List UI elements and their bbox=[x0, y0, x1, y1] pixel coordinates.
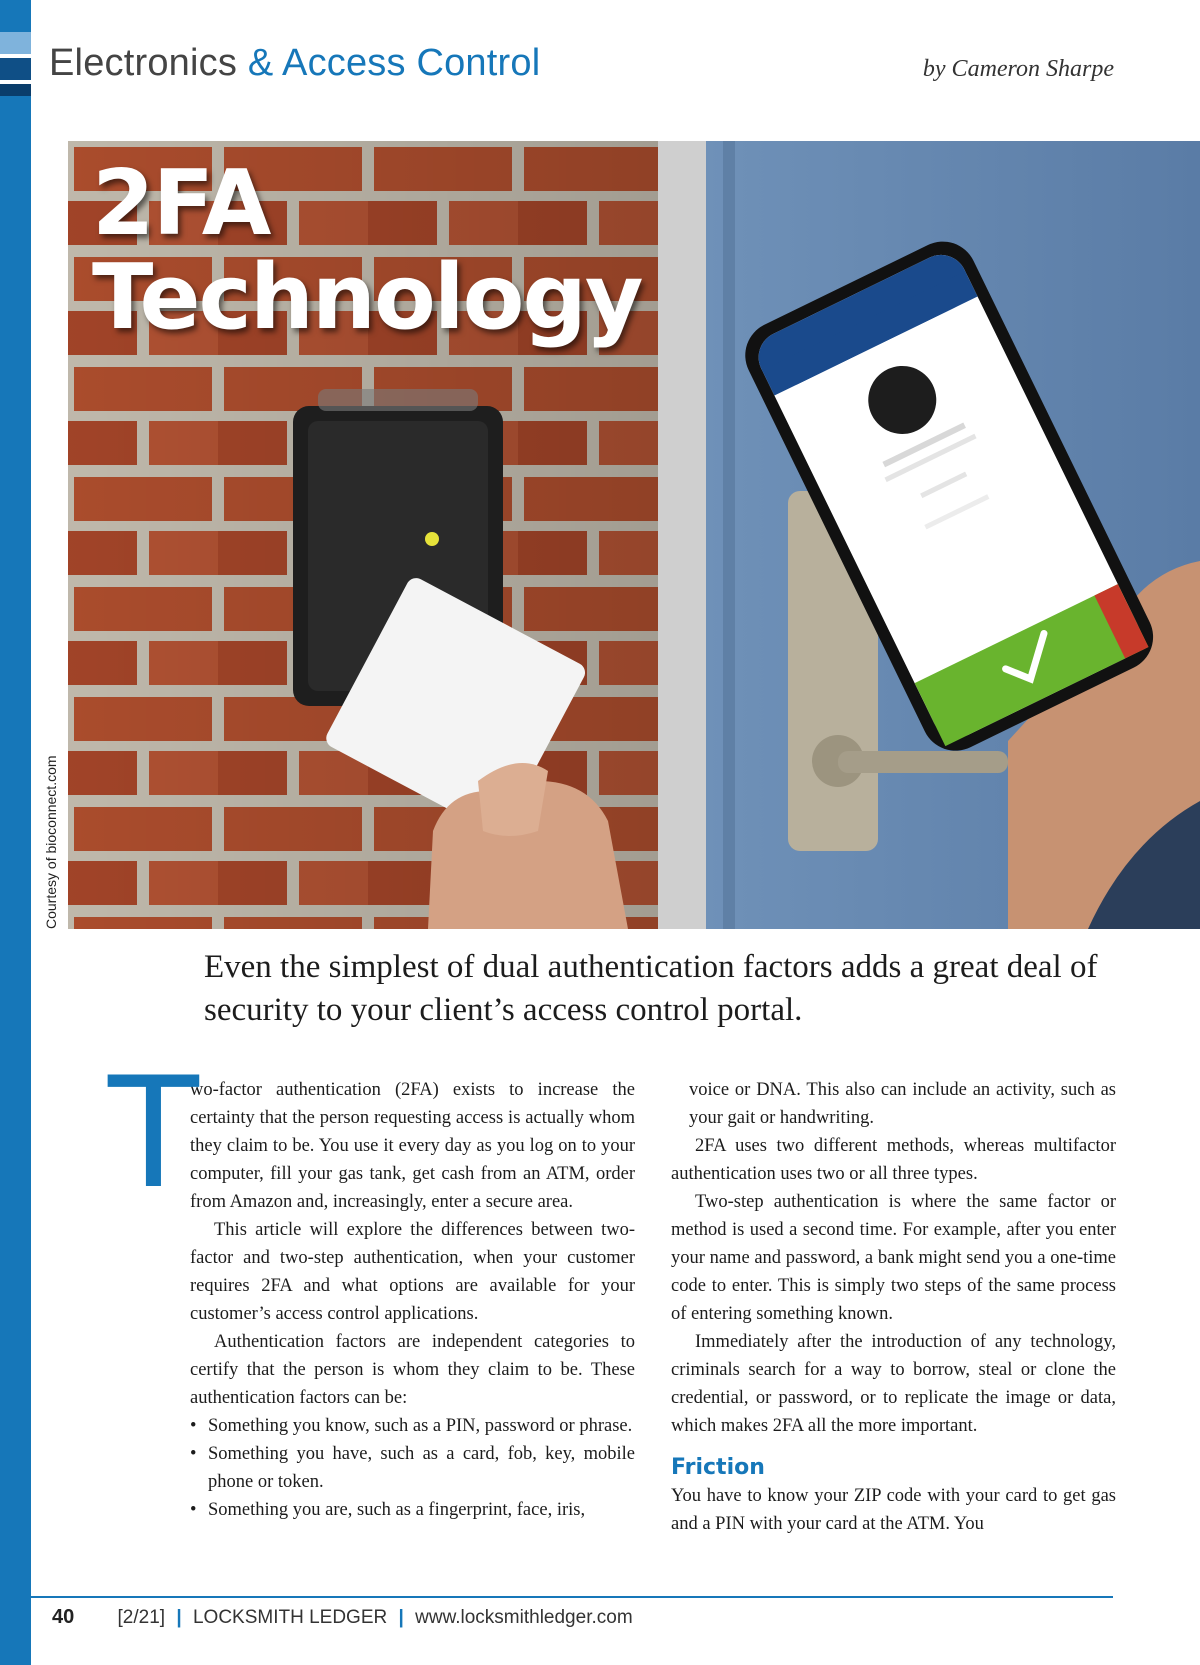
factor-list bbox=[190, 1412, 635, 1524]
list-item: • Something you have, such as a card, fob, key, mobile phone or token. bbox=[190, 1440, 635, 1496]
paragraph: 2FA uses two different methods, whereas multifactor authentication uses two or all three types. bbox=[671, 1136, 1116, 1184]
byline: by Cameron Sharpe bbox=[922, 56, 1114, 82]
photo-credit: Courtesy of bioconnect.com bbox=[43, 755, 59, 929]
section-title-accent: & Access Control bbox=[247, 42, 541, 84]
hero-photo bbox=[68, 141, 1200, 929]
hero-title bbox=[92, 151, 642, 350]
website-link[interactable]: www.locksmithledger.com bbox=[415, 1607, 633, 1628]
paragraph: wo-factor authentication (2FA) exists to increase the certainty that the person requesting access is actually whom they claim to be. You use it every day as you log on to your computer, fill your gas tank, get cash from an ATM, order from Amazon and, increasingly, enter a secure area. bbox=[190, 1080, 635, 1212]
section-title-main: Electronics bbox=[49, 42, 238, 84]
list-item: • Something you know, such as a PIN, password or phrase. bbox=[190, 1412, 635, 1440]
publication-name: LOCKSMITH LEDGER bbox=[192, 1607, 388, 1628]
hero-title-line2: Technology bbox=[92, 245, 642, 350]
footer-rule bbox=[31, 1596, 1113, 1598]
paragraph: Two-step authentication is where the same factor or method is used a second time. For example, after you enter your name and password, a bank might send you a one-time code to enter. This is simply two steps of the same process of entering something known. bbox=[671, 1192, 1116, 1324]
side-brand-bar bbox=[0, 0, 31, 1665]
list-item: • Something you are, such as a fingerprint, face, iris, bbox=[190, 1496, 635, 1524]
footer-separator: | bbox=[176, 1607, 182, 1628]
page-number: 40 bbox=[52, 1606, 75, 1628]
paragraph: Authentication factors are independent categories to certify that the person is whom they claim to be. These authentication factors can be: bbox=[190, 1332, 635, 1408]
issue-date: [2/21] bbox=[117, 1607, 166, 1628]
article-deck: Even the simplest of dual authentication factors adds a great deal of security to your client’s access control portal. bbox=[204, 949, 1098, 1028]
article-column-right bbox=[671, 1076, 1116, 1538]
paragraph: Immediately after the introduction of any technology, criminals search for a way to borrow, steal or clone the credential, or password, or to replicate the image or data, which makes 2FA all the more important. bbox=[671, 1332, 1116, 1436]
paragraph: This article will explore the differences between two-factor and two-step authentication, when your customer requires 2FA and what options are available for your customer’s access control applications. bbox=[190, 1220, 635, 1324]
article-column-left bbox=[104, 1040, 635, 1524]
subhead-friction: Friction bbox=[671, 1455, 765, 1480]
drop-cap: T bbox=[104, 1040, 203, 1221]
paragraph: voice or DNA. This also can include an activity, such as your gait or handwriting. bbox=[689, 1080, 1116, 1128]
hero-title-line1: 2FA bbox=[92, 151, 270, 256]
paragraph: You have to know your ZIP code with your card to get gas and a PIN with your card at the ATM. You bbox=[671, 1486, 1116, 1534]
page-footer bbox=[52, 1606, 633, 1629]
side-color-tabs bbox=[0, 32, 31, 96]
footer-separator: | bbox=[398, 1607, 404, 1628]
section-title bbox=[49, 42, 540, 85]
